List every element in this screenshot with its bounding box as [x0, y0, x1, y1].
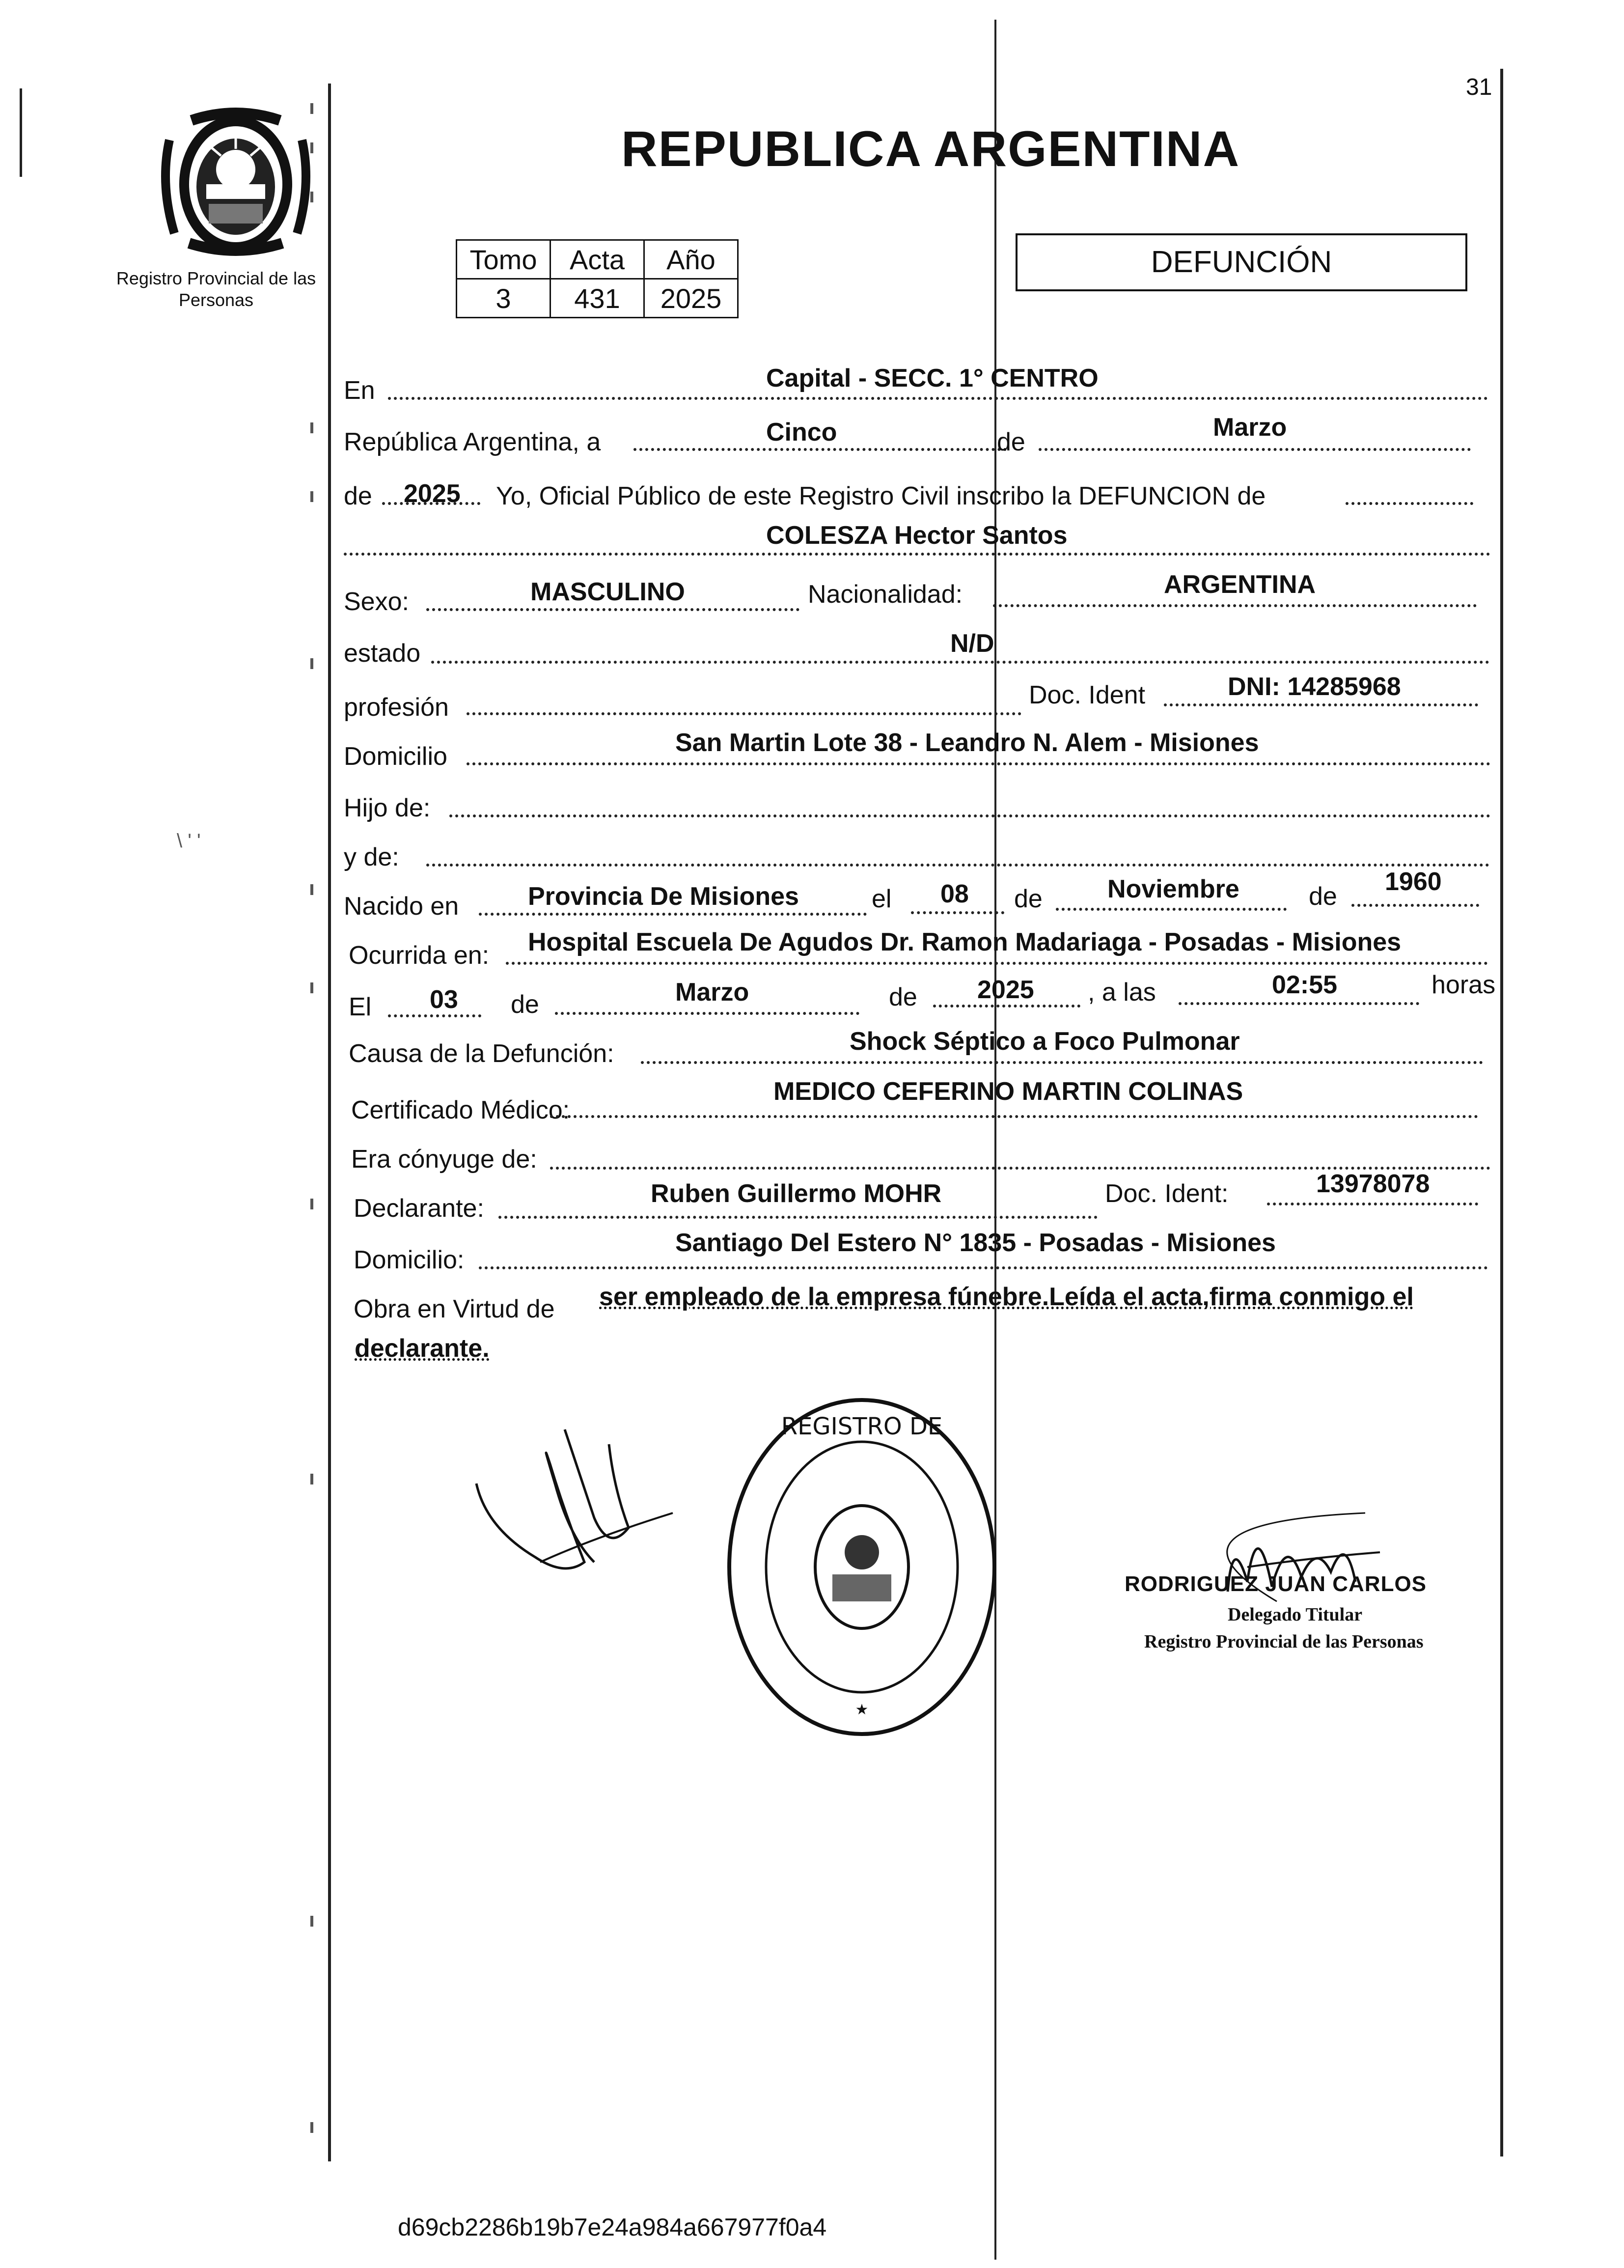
record-header-tomo: Tomo — [457, 240, 551, 279]
value-estado: N/D — [950, 629, 994, 658]
label-sexo: Sexo: — [344, 588, 409, 616]
record-header-ano: Año — [644, 240, 738, 279]
fill-line — [479, 913, 867, 916]
margin-dash — [310, 422, 313, 433]
fill-line — [426, 608, 799, 611]
value-dia-defuncion: 03 — [430, 985, 458, 1014]
label-de-ano-nac: de — [1309, 882, 1337, 911]
record-value-tomo: 3 — [457, 279, 551, 318]
fill-line — [1351, 904, 1479, 907]
fill-line — [498, 1216, 1098, 1219]
label-certificado: Certificado Médico: — [351, 1096, 570, 1124]
value-dia-inscripcion: Cinco — [766, 418, 837, 447]
value-ano-defuncion: 2025 — [977, 976, 1034, 1004]
margin-dash — [310, 2122, 313, 2133]
margin-dash — [310, 658, 313, 669]
inscription-text: Yo, Oficial Público de este Registro Civil inscribo la DEFUNCION de — [496, 482, 1266, 510]
value-ano-nacimiento: 1960 — [1385, 868, 1442, 896]
registry-name: Registro Provincial de las Personas — [116, 268, 316, 310]
value-lugar: Capital - SECC. 1° CENTRO — [766, 364, 1099, 392]
label-el-fecha: El — [349, 993, 372, 1021]
country-title: REPUBLICA ARGENTINA — [621, 121, 1240, 177]
value-declarante: Ruben Guillermo MOHR — [651, 1179, 942, 1208]
margin-mark: \ ' ' — [177, 830, 201, 852]
margin-dash — [310, 1199, 313, 1209]
label-fecha: República Argentina, a — [344, 428, 601, 456]
label-ocurrida-en: Ocurrida en: — [349, 941, 490, 970]
value-obra-en-virtud: ser empleado de la empresa fúnebre.Leída el acta,firma conmigo el — [599, 1283, 1414, 1311]
fill-line — [555, 1012, 859, 1015]
value-dni-fallecido: DNI: 14285968 — [1228, 672, 1401, 701]
fill-line — [1179, 1002, 1419, 1005]
left-border-line — [328, 84, 331, 2161]
page-number: 31 — [1466, 74, 1492, 100]
officer-name: RODRIGUEZ JUAN CARLOS — [1125, 1572, 1427, 1596]
margin-dash — [310, 491, 313, 502]
label-nacionalidad: Nacionalidad: — [808, 580, 963, 609]
label-hijo-de: Hijo de: — [344, 794, 431, 822]
label-de-mes-def: de — [511, 990, 539, 1019]
record-type-box: DEFUNCIÓN — [1016, 233, 1467, 291]
fill-line — [467, 712, 1021, 715]
value-dia-nacimiento: 08 — [940, 880, 969, 908]
value-hora-defuncion: 02:55 — [1272, 971, 1337, 999]
value-ano-inscripcion: 2025 — [404, 479, 461, 508]
value-mes-nacimiento: Noviembre — [1107, 875, 1239, 903]
officer-registry: Registro Provincial de las Personas — [1144, 1631, 1424, 1652]
value-nacionalidad: ARGENTINA — [1164, 570, 1316, 599]
label-doc-ident-declarante: Doc. Ident: — [1105, 1179, 1229, 1208]
label-de-mes-nac: de — [1014, 885, 1043, 913]
fill-line — [993, 604, 1477, 607]
fill-line — [1346, 502, 1473, 505]
registry-stamp — [719, 1390, 1004, 1744]
value-domicilio: San Martin Lote 38 - Leandro N. Alem - Misiones — [675, 728, 1259, 757]
label-horas: horas — [1431, 971, 1496, 999]
fill-line — [641, 1061, 1483, 1064]
label-de-ano: de — [344, 482, 372, 510]
value-mes-defuncion: Marzo — [675, 978, 749, 1007]
margin-dash — [310, 1916, 313, 1927]
value-obra-en-virtud-cont: declarante. — [355, 1334, 490, 1363]
value-domicilio-declarante: Santiago Del Estero N° 1835 - Posadas - Misiones — [675, 1229, 1276, 1257]
province-logo — [145, 106, 327, 258]
value-mes-inscripcion: Marzo — [1213, 413, 1287, 442]
label-conyuge: Era cónyuge de: — [351, 1145, 537, 1174]
record-value-acta: 431 — [551, 279, 644, 318]
fill-line — [388, 397, 1488, 400]
fill-line — [633, 448, 1007, 451]
fill-line — [933, 1005, 1080, 1008]
record-value-ano: 2025 — [644, 279, 738, 318]
value-lugar-nacimiento: Provincia De Misiones — [528, 882, 799, 911]
label-causa: Causa de la Defunción: — [349, 1039, 614, 1068]
fill-line — [911, 911, 1004, 914]
fill-line — [1039, 448, 1471, 451]
fill-line — [1267, 1203, 1478, 1205]
fill-line — [449, 814, 1490, 817]
value-doc-declarante: 13978078 — [1316, 1170, 1430, 1198]
fill-line — [426, 864, 1489, 867]
record-table — [456, 239, 739, 318]
value-causa-defuncion: Shock Séptico a Foco Pulmonar — [850, 1027, 1240, 1056]
fill-line — [1164, 703, 1478, 706]
svg-text:REGISTRO DE: REGISTRO DE — [781, 1413, 943, 1440]
label-declarante: Declarante: — [354, 1194, 484, 1223]
margin-dash — [310, 982, 313, 993]
label-nacido-en: Nacido en — [344, 892, 459, 921]
fill-line — [550, 1115, 1478, 1118]
fold-line — [994, 20, 996, 2260]
margin-dash — [310, 884, 313, 895]
label-en: En — [344, 376, 375, 405]
document-hash: d69cb2286b19b7e24a984a667977f0a4 — [398, 2213, 827, 2241]
label-domicilio-declarante: Domicilio: — [354, 1246, 465, 1274]
record-header-acta: Acta — [551, 240, 644, 279]
fill-line — [479, 1266, 1488, 1269]
label-estado: estado — [344, 639, 421, 668]
fill-line — [467, 762, 1490, 765]
margin-dash — [310, 1474, 313, 1484]
svg-text:★: ★ — [855, 1701, 869, 1718]
fill-line — [388, 1014, 481, 1017]
label-doc-ident: Doc. Ident — [1029, 681, 1146, 709]
label-y-de: y de: — [344, 843, 399, 871]
officer-role: Delegado Titular — [1228, 1604, 1363, 1625]
label-obra-en-virtud: Obra en Virtud de — [354, 1295, 555, 1323]
value-nombre-fallecido: COLESZA Hector Santos — [766, 521, 1068, 550]
value-certificado-medico: MEDICO CEFERINO MARTIN COLINAS — [773, 1077, 1243, 1106]
label-de-ano-def: de — [889, 983, 917, 1011]
label-a-las: , a las — [1088, 978, 1156, 1007]
declarant-signature — [467, 1415, 688, 1601]
scan-edge-mark — [20, 88, 22, 177]
value-sexo: MASCULINO — [530, 578, 685, 606]
right-border-line — [1500, 69, 1503, 2156]
label-el: el — [872, 885, 892, 913]
label-de: de — [997, 428, 1025, 456]
label-domicilio: Domicilio — [344, 742, 447, 771]
value-lugar-defuncion: Hospital Escuela De Agudos Dr. Ramon Madariaga - Posadas - Misiones — [528, 928, 1402, 956]
fill-line — [506, 962, 1488, 965]
fill-line — [1056, 908, 1287, 911]
fill-line — [344, 553, 1490, 556]
label-profesion: profesión — [344, 693, 449, 722]
fill-line — [431, 661, 1489, 664]
